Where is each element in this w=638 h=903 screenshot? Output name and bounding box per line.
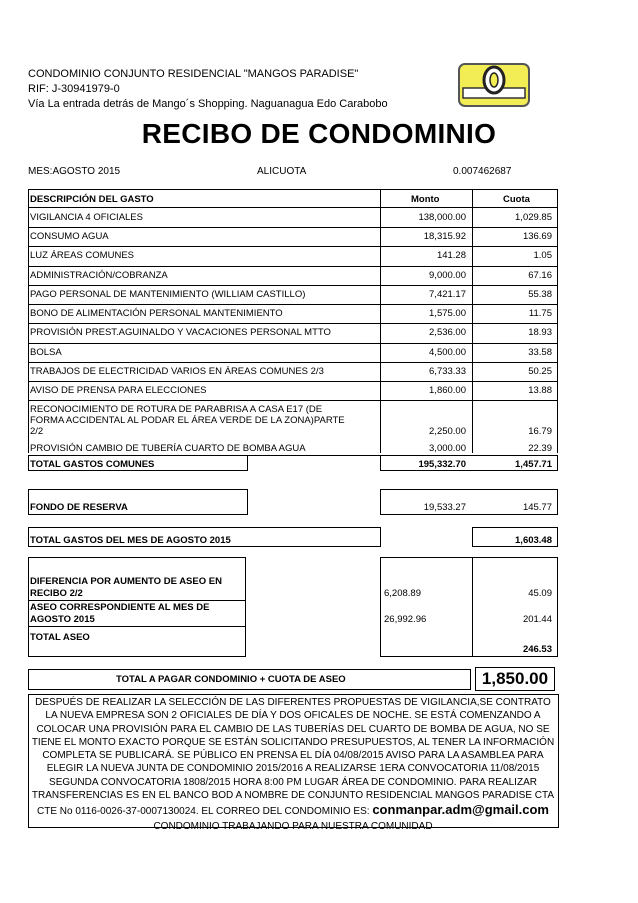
note-account-text: CTE No 0116-0026-37-0007130024. EL CORREO DEL CONDOMINIO ES: [37, 806, 373, 818]
border [470, 669, 471, 690]
row-desc: ADMINISTRACIÓN/COBRANZA [30, 270, 168, 281]
row-share: 22.39 [528, 443, 552, 454]
aseo-diferencia-line2: RECIBO 2/2 [30, 588, 83, 599]
border [380, 527, 381, 547]
address: Vía La entrada detrás de Mango´s Shopping. Naguanagua Edo Carabobo [28, 98, 388, 110]
border [28, 557, 246, 558]
total-mes-share: 1,603.48 [515, 535, 552, 546]
row-amount: 2,536.00 [429, 327, 466, 338]
fondo-reserva-share: 145.77 [522, 502, 552, 513]
border [28, 527, 381, 528]
border [472, 546, 558, 547]
row-desc: LUZ ÁREAS COMUNES [30, 250, 134, 261]
row-share: 11.75 [528, 308, 552, 319]
row-line [28, 304, 558, 305]
aseo-correspondiente-share: 201.44 [522, 614, 552, 625]
row-line [28, 227, 558, 228]
note-line: LA NUEVA EMPRESA SON 2 OFICIALES DE DÍA Y DOS OFICALES DE NOCHE. SE ESTÁ COMENZANDO A [45, 710, 541, 722]
border [28, 470, 248, 471]
row-amount: 3,000.00 [429, 443, 466, 454]
border [28, 656, 246, 657]
note-line: COLOCAR UNA PROVISIÓN PARA EL CAMBIO DE LAS TUBERÍAS DEL CUARTO DE BOMBA DE AGUA, NO SE [36, 723, 550, 735]
border [380, 489, 558, 490]
fondo-reserva-label: FONDO DE RESERVA [30, 502, 128, 513]
table-border-top [28, 189, 558, 190]
row-amount: 2,250.00 [429, 426, 466, 437]
border [28, 669, 470, 670]
receipt-title: RECIBO DE CONDOMINIO [141, 118, 497, 149]
row-amount: 7,421.17 [429, 289, 466, 300]
row-line [28, 246, 558, 247]
total-mes-label: TOTAL GASTOS DEL MES DE AGOSTO 2015 [30, 535, 231, 546]
row-amount: 6,733.33 [429, 366, 466, 377]
row-amount: 141.28 [436, 250, 466, 261]
condo-name: CONDOMINIO CONJUNTO RESIDENCIAL "MANGOS PARADISE" [28, 68, 359, 80]
note-line: ELEGIR LA NUEVA JUNTA DE CONDOMINIO 2015/2016 A REALIZARSE 1ERA CONVOCATORIA 11/08/2015 [46, 763, 540, 775]
row-line [28, 381, 558, 382]
row-line [28, 362, 558, 363]
border [28, 527, 29, 547]
row-desc: PAGO PERSONAL DE MANTENIMIENTO (WILLIAM CASTILLO) [30, 289, 306, 300]
aseo-diferencia-line1: DIFERENCIA POR AUMENTO DE ASEO EN [30, 576, 222, 587]
total-aseo-label: TOTAL ASEO [30, 632, 90, 643]
row-amount: 138,000.00 [418, 212, 466, 223]
note-line: SEGUNDA CONVOCATORIA 1808/2015 HORA 8:00 PM LUGAR ÁREA DE CONDOMINIO. PARA REALIZAR [49, 776, 537, 788]
border [557, 456, 558, 470]
aseo-diferencia-share: 45.09 [528, 588, 552, 599]
note-line: TRANSFERENCIAS ES EN EL BANCO BOD A NOMBRE DE CONJUNTO RESIDENCIAL MANGOS PARADISE CTA [31, 790, 555, 802]
border [472, 527, 558, 528]
row-line [28, 323, 558, 324]
row-share: 33.58 [528, 347, 552, 358]
border [28, 514, 248, 515]
row-share: 1,029.85 [515, 212, 552, 223]
note-text [28, 696, 558, 834]
row-desc: AVISO DE PRENSA PARA ELECCIONES [30, 385, 207, 396]
condo-logo [457, 62, 531, 108]
note-line: DESPUÉS DE REALIZAR LA SELECCIÓN DE LAS DIFERENTES PROPUESTAS DE VIGILANCIA,SE CONTRATO [35, 697, 551, 708]
border [247, 489, 248, 515]
note-account-line [28, 802, 558, 820]
border [380, 514, 558, 515]
border [557, 489, 558, 515]
row-line [28, 266, 558, 267]
border [557, 557, 558, 657]
row-line [28, 455, 558, 456]
row-line [28, 400, 558, 401]
border [380, 656, 558, 657]
row-amount: 9,000.00 [429, 270, 466, 281]
row-amount: 18,315.92 [423, 231, 466, 242]
row-desc: BONO DE ALIMENTACIÓN PERSONAL MANTENIMIENTO [30, 308, 283, 319]
total-gastos-comunes-label: TOTAL GASTOS COMUNES [30, 459, 155, 470]
total-gastos-comunes-share: 1,457.71 [515, 459, 552, 470]
border [380, 557, 381, 657]
month-label: MES:AGOSTO 2015 [28, 166, 121, 177]
row-desc: VIGILANCIA 4 OFICIALES [30, 212, 143, 223]
border [380, 557, 558, 558]
table-border-right [557, 189, 558, 453]
border [245, 557, 246, 657]
alicuota-value: 0.007462687 [453, 166, 512, 177]
row-line [28, 207, 558, 208]
header-share: Cuota [503, 194, 530, 205]
table-col-divider-1 [380, 189, 381, 453]
header-description: DESCRIPCIÓN DEL GASTO [30, 194, 154, 205]
row-share: 136.69 [522, 231, 552, 242]
border [28, 489, 29, 515]
row-desc-line1: RECONOCIMIENTO DE ROTURA DE PARABRISA A CASA E17 (DE [30, 404, 323, 415]
row-amount: 1,860.00 [429, 385, 466, 396]
border [28, 546, 381, 547]
row-desc: TRABAJOS DE ELECTRICIDAD VARIOS EN ÁREAS COMUNES 2/3 [30, 366, 324, 377]
row-amount: 4,500.00 [429, 347, 466, 358]
total-pagar-label: TOTAL A PAGAR CONDOMINIO + CUOTA DE ASEO [116, 674, 346, 685]
table-col-divider-2 [472, 189, 473, 453]
row-share: 16.79 [528, 426, 552, 437]
row-desc-line2: FORMA ACCIDENTAL AL PODAR EL ÁREA VERDE DE LA ZONA)PARTE [30, 415, 345, 426]
border [28, 689, 470, 690]
row-desc-line3: 2/2 [30, 426, 44, 437]
border [28, 456, 29, 470]
aseo-correspondiente-line1: ASEO CORRESPONDIENTE AL MES DE [30, 602, 210, 613]
aseo-correspondiente-line2: AGOSTO 2015 [30, 614, 95, 625]
condo-email: conmanpar.adm@gmail.com [372, 802, 549, 818]
border [28, 557, 29, 657]
note-line: COMPLETA SE PUBLICARÁ. SE PÚBLICO EN PRENSA EL DÍA 04/08/2015 AVISO PARA LA ASAMBLEA PARA [42, 750, 544, 762]
row-share: 55.38 [528, 289, 552, 300]
table-border-left [28, 189, 29, 453]
row-share: 1.05 [533, 250, 552, 261]
row-desc: BOLSA [30, 347, 62, 358]
border [28, 600, 246, 601]
note-footer: CONDOMINIO TRABAJANDO PARA NUESTRA COMUNIDAD [153, 821, 433, 833]
note-line: TIENE EL MONTO EXACTO PORQUE SE ESTÁN SOLICITANDO PRESUPUESTOS, AL TENER LA INFORMACIÓN [31, 736, 555, 748]
border [28, 626, 246, 627]
total-aseo-share: 246.53 [522, 644, 552, 655]
border [28, 669, 29, 690]
row-amount: 1,575.00 [429, 308, 466, 319]
row-share: 50.25 [528, 366, 552, 377]
border [557, 527, 558, 547]
row-desc: PROVISIÓN PREST.AGUINALDO Y VACACIONES PERSONAL MTTO [30, 327, 331, 338]
aseo-correspondiente-amount: 26,992.96 [384, 614, 427, 625]
border [380, 470, 558, 471]
row-share: 18.93 [528, 327, 552, 338]
fondo-reserva-amount: 19,533.27 [423, 502, 466, 513]
aseo-diferencia-amount: 6,208.89 [384, 588, 421, 599]
row-share: 13.88 [528, 385, 552, 396]
border [28, 489, 248, 490]
rif: RIF: J-30941979-0 [28, 83, 120, 95]
border [472, 557, 473, 657]
row-share: 67.16 [528, 270, 552, 281]
row-line [28, 343, 558, 344]
header-amount: Monto [411, 194, 440, 205]
total-pagar-value: 1,850.00 [481, 669, 549, 688]
row-line [28, 285, 558, 286]
row-desc: PROVISIÓN CAMBIO DE TUBERÍA CUARTO DE BOMBA AGUA [30, 443, 306, 454]
row-desc: CONSUMO AGUA [30, 231, 109, 242]
border [247, 456, 248, 470]
total-gastos-comunes-amount: 195,332.70 [418, 459, 466, 470]
alicuota-label: ALICUOTA [257, 166, 307, 177]
